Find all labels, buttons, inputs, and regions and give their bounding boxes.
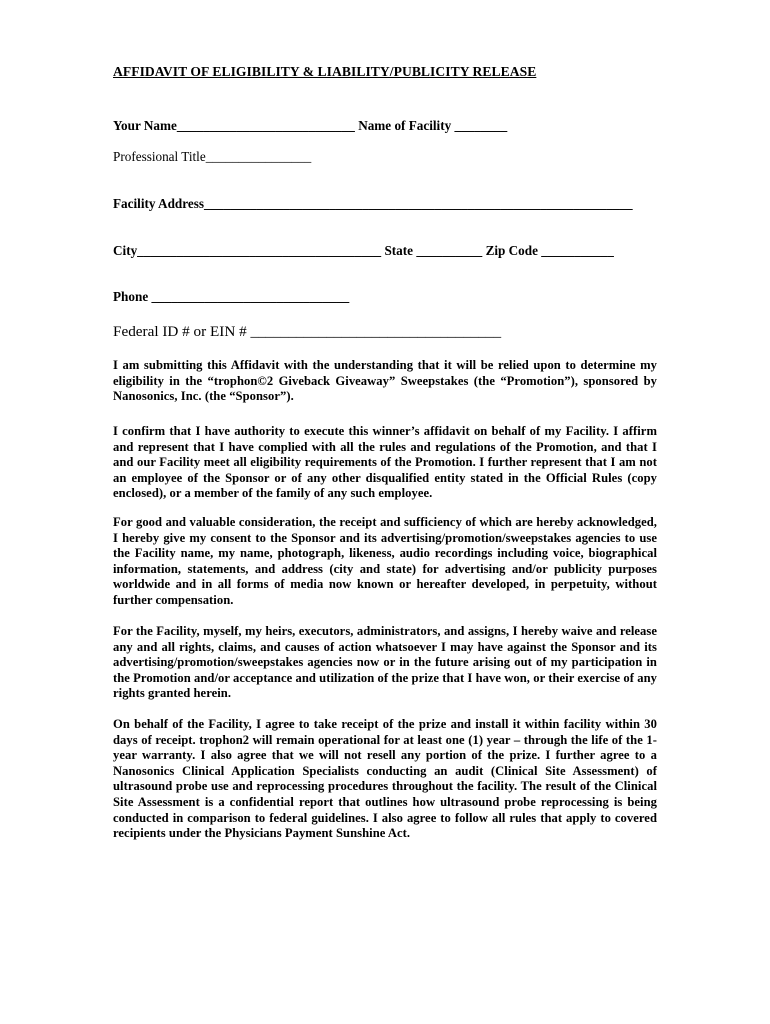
your-name-field[interactable]: Your Name___________________________ [113, 118, 355, 133]
paragraph-authority: I confirm that I have authority to execute this winner’s affidavit on behalf of my Facility. I affirm and represent that I have complied with all the rules and regulations of the Promotion, and that I and our Facility meet all eligibility requirements of the Promotion. I further represent that I am not an employee of the Sponsor or of any other disqualified entity stated in the Official Rules (copy enclosed), or a member of the family of any such employee. [113, 424, 657, 501]
city-state-zip-row [113, 243, 614, 259]
paragraph-release: For the Facility, myself, my heirs, executors, administrators, and assigns, I hereby waive and release any and all rights, claims, and causes of action whatsoever I may have against the Sponsor and its advertising/promotion/sweepstakes agencies now or in the future arising out of my participation in the Promotion and/or acceptance and utilization of the prize that I have won, or their exercise of any rights granted herein. [113, 624, 657, 701]
name-row [113, 118, 507, 134]
paragraph-eligibility: I am submitting this Affidavit with the understanding that it will be relied upon to determine my eligibility in the “trophon©2 Giveback Giveaway” Sweepstakes (the “Promotion”), sponsored by Nanosonics, Inc. (the “Sponsor”). [113, 358, 657, 404]
city-field[interactable]: City_____________________________________ [113, 243, 382, 258]
paragraph-consent: For good and valuable consideration, the receipt and sufficiency of which are hereby acknowledged, I hereby give my consent to the Sponsor and its advertising/promotion/sweepstakes agencies to use the Facility name, my name, photograph, likeness, audio recordings including voice, biographical information, statements, and address (city and state) for advertising and/or publicity purposes worldwide and in all forms of media now known or hereafter developed, in perpetuity, without further compensation. [113, 515, 657, 607]
facility-address-field[interactable]: Facility Address_________________________________________________________________ [113, 196, 633, 211]
professional-title-field[interactable]: Professional Title________________ [113, 149, 312, 164]
phone-field[interactable]: Phone ______________________________ [113, 289, 350, 304]
paragraph-prize-agreement: On behalf of the Facility, I agree to take receipt of the prize and install it within facility within 30 days of receipt. trophon2 will remain operational for at least one (1) year – through the life of the 1-year warranty. I also agree that we will not resell any portion of the prize. I further agree to a Nanosonics Clinical Application Specialists conducting an audit (Clinical Site Assessment) of ultrasound probe use and reprocessing procedures throughout the facility. The result of the Clinical Site Assessment is a confidential report that outlines how ultrasound probe reprocessing is being conducted in comparison to federal guidelines. I also agree to follow all rules that apply to covered recipients under the Physicians Payment Sunshine Act. [113, 717, 657, 841]
zip-field[interactable]: Zip Code ___________ [485, 243, 614, 258]
federal-id-field[interactable]: Federal ID # or EIN # _________________________________ [113, 323, 502, 340]
state-field[interactable]: State __________ [384, 243, 483, 258]
document-title: AFFIDAVIT OF ELIGIBILITY & LIABILITY/PUBLICITY RELEASE [113, 64, 537, 79]
facility-name-field[interactable]: Name of Facility ________ [358, 118, 508, 133]
